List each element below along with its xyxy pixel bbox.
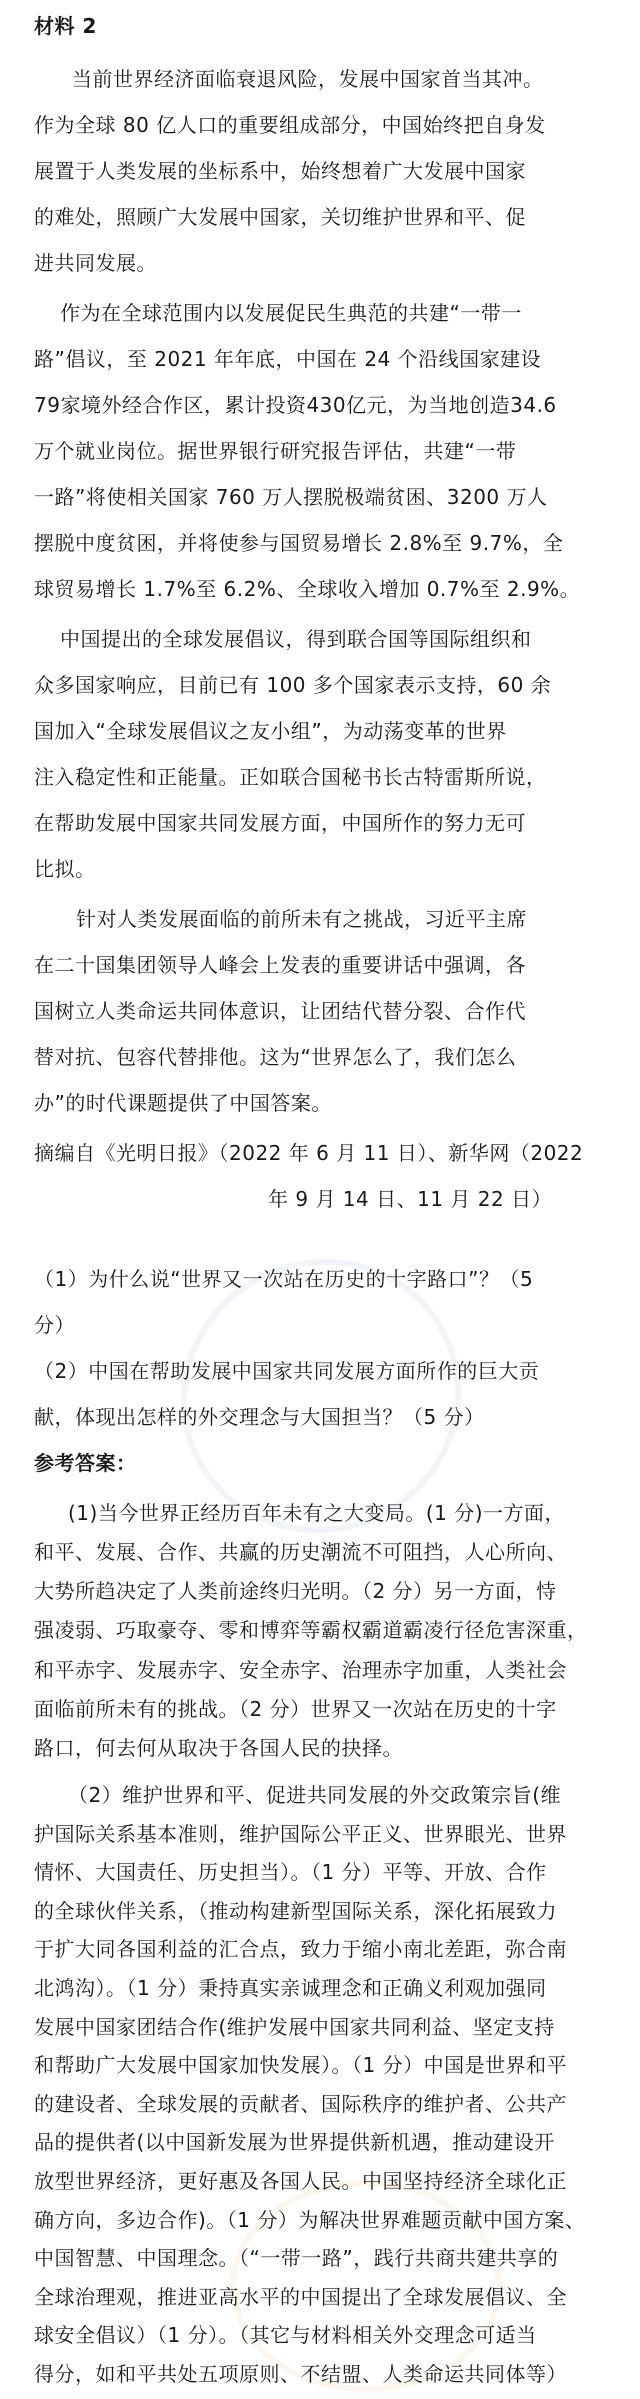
question-line: （1）为什么说“世界又一次站在历史的十字路口”？（5: [34, 1267, 534, 1291]
answer-line: 放型世界经济，更好惠及各国人民。中国坚持经济全球化正: [34, 2169, 567, 2193]
material-line: 众多国家响应，目前已有 100 多个国家表示支持，60 余: [34, 673, 552, 697]
answer-line: 路口，何去何从取决于各国人民的抉择。: [34, 1736, 403, 1760]
answer-line: 品的提供者(以中国新发展为世界提供新机遇，推动建设开: [34, 2130, 555, 2154]
material-line: 作为在全球范围内以发展促民生典范的共建“一带一: [60, 301, 522, 325]
question-line: （2）中国在帮助发展中国家共同发展方面所作的巨大贡: [34, 1359, 540, 1383]
material-line: 在二十国集团领导人峰会上发表的重要讲话中强调，各: [34, 953, 526, 977]
material-line: 的难处，照顾广大发展中国家，关切维护世界和平、促: [34, 205, 526, 229]
answer-line: 球安全倡议）（1 分）。（其它与材料相关外交理念可适当: [34, 2323, 537, 2347]
answer-line: 和平、发展、合作、共赢的历史潮流不可阻挡，人心所向、: [34, 1540, 567, 1564]
material-line: 中国提出的全球发展倡议，得到联合国等国际组织和: [60, 627, 532, 651]
material-line: 当前世界经济面临衰退风险，发展中国家首当其冲。: [72, 67, 544, 91]
answer-line: 的全球伙伴关系，（推动构建新型国际关系，深化拓展致力: [34, 1899, 557, 1923]
answer-line: (1)当今世界正经历百年未有之大变局。(1 分)一方面，: [68, 1501, 566, 1525]
material-line: 办”的时代课题提供了中国答案。: [34, 1091, 332, 1115]
material-line: 摆脱中度贫困，并将使参与国贸易增长 2.8%至 9.7%，全: [34, 531, 564, 555]
source-citation: 年 9 月 14 日、11 月 22 日）: [268, 1187, 553, 1211]
material-line: 作为全球 80 亿人口的重要组成部分，中国始终把自身发: [34, 113, 546, 137]
question-line: 分）: [34, 1313, 75, 1337]
answer-line: 发展中国家团结合作(维护发展中国家共同利益、坚定支持: [34, 2015, 555, 2039]
answer-line: 面临前所未有的挑战。（2 分）世界又一次站在历史的十字: [34, 1697, 557, 1721]
question-line: 献，体现出怎样的外交理念与大国担当？（5 分）: [34, 1405, 485, 1429]
material-line: 国树立人类命运共同体意识，让团结代替分裂、合作代: [34, 999, 526, 1023]
material-line: 替对抗、包容代替排他。这为“世界怎么了，我们怎么: [34, 1045, 517, 1069]
material-line: 球贸易增长 1.7%至 6.2%、全球收入增加 0.7%至 2.9%。: [34, 577, 581, 601]
answer-line: 得分，如和平共处五项原则、不结盟、人类命运共同体等）: [34, 2362, 567, 2386]
answer-line: 全球治理观，推进亚高水平的中国提出了全球发展倡议、全: [34, 2285, 567, 2309]
answer-line: 护国际关系基本准则，维护国际公平正义、世界眼光、世界: [34, 1822, 567, 1846]
source-citation: 摘编自《光明日报》（2022 年 6 月 11 日）、新华网（2022: [34, 1141, 584, 1165]
answer-line: 的建设者、全球发展的贡献者、国际秩序的维护者、公共产: [34, 2092, 567, 2116]
material-line: 路”倡议，至 2021 年年底，中国在 24 个沿线国家建设: [34, 347, 542, 371]
material-line: 在帮助发展中国家共同发展方面，中国所作的努力无可: [34, 811, 526, 835]
answer-line: 确方向，多边合作)。（1 分）为解决世界难题贡献中国方案、: [34, 2208, 586, 2232]
answer-line: 强凌弱、巧取豪夺、零和博弈等霸权霸道霸凌行径危害深重，: [34, 1618, 588, 1642]
material-line: 进共同发展。: [34, 251, 157, 275]
answer-line: 和平赤字、发展赤字、安全赤字、治理赤字加重，人类社会: [34, 1658, 567, 1682]
material-line: 针对人类发展面临的前所未有之挑战，习近平主席: [76, 907, 527, 931]
answer-line: 中国智慧、中国理念。（“一带一路”，践行共商共建共享的: [34, 2246, 559, 2270]
answer-line: 大势所趋决定了人类前途终归光明。（2 分）另一方面，恃: [34, 1579, 557, 1603]
material-heading: 材料 2: [34, 14, 97, 38]
material-line: 比拟。: [34, 857, 96, 881]
answer-line: 和帮助广大发展中国家加快发展）。（1 分）中国是世界和平: [34, 2053, 568, 2077]
material-line: 万个就业岗位。据世界银行研究报告评估，共建“一带: [34, 439, 517, 463]
answer-line: 北鸿沟）。（1 分）秉持真实亲诚理念和正确义利观加强同: [34, 1976, 547, 2000]
material-line: 注入稳定性和正能量。正如联合国秘书长古特雷斯所说，: [34, 765, 547, 789]
answer-line: 于扩大同各国利益的汇合点，致力于缩小南北差距，弥合南: [34, 1937, 567, 1961]
answer-line: （2）维护世界和平、促进共同发展的外交政策宗旨(维: [68, 1783, 562, 1807]
material-line: 展置于人类发展的坐标系中，始终想着广大发展中国家: [34, 159, 526, 183]
answer-line: 情怀、大国责任、历史担当）。（1 分）平等、开放、合作: [34, 1860, 547, 1884]
material-line: 一路”将使相关国家 760 万人摆脱极端贫困、3200 万人: [34, 485, 548, 509]
answer-heading: 参考答案：: [34, 1451, 137, 1475]
material-line: 国加入“全球发展倡议之友小组”，为动荡变革的世界: [34, 719, 507, 743]
material-line: 79家境外经合作区，累计投资430亿元，为当地创造34.6: [34, 393, 557, 417]
